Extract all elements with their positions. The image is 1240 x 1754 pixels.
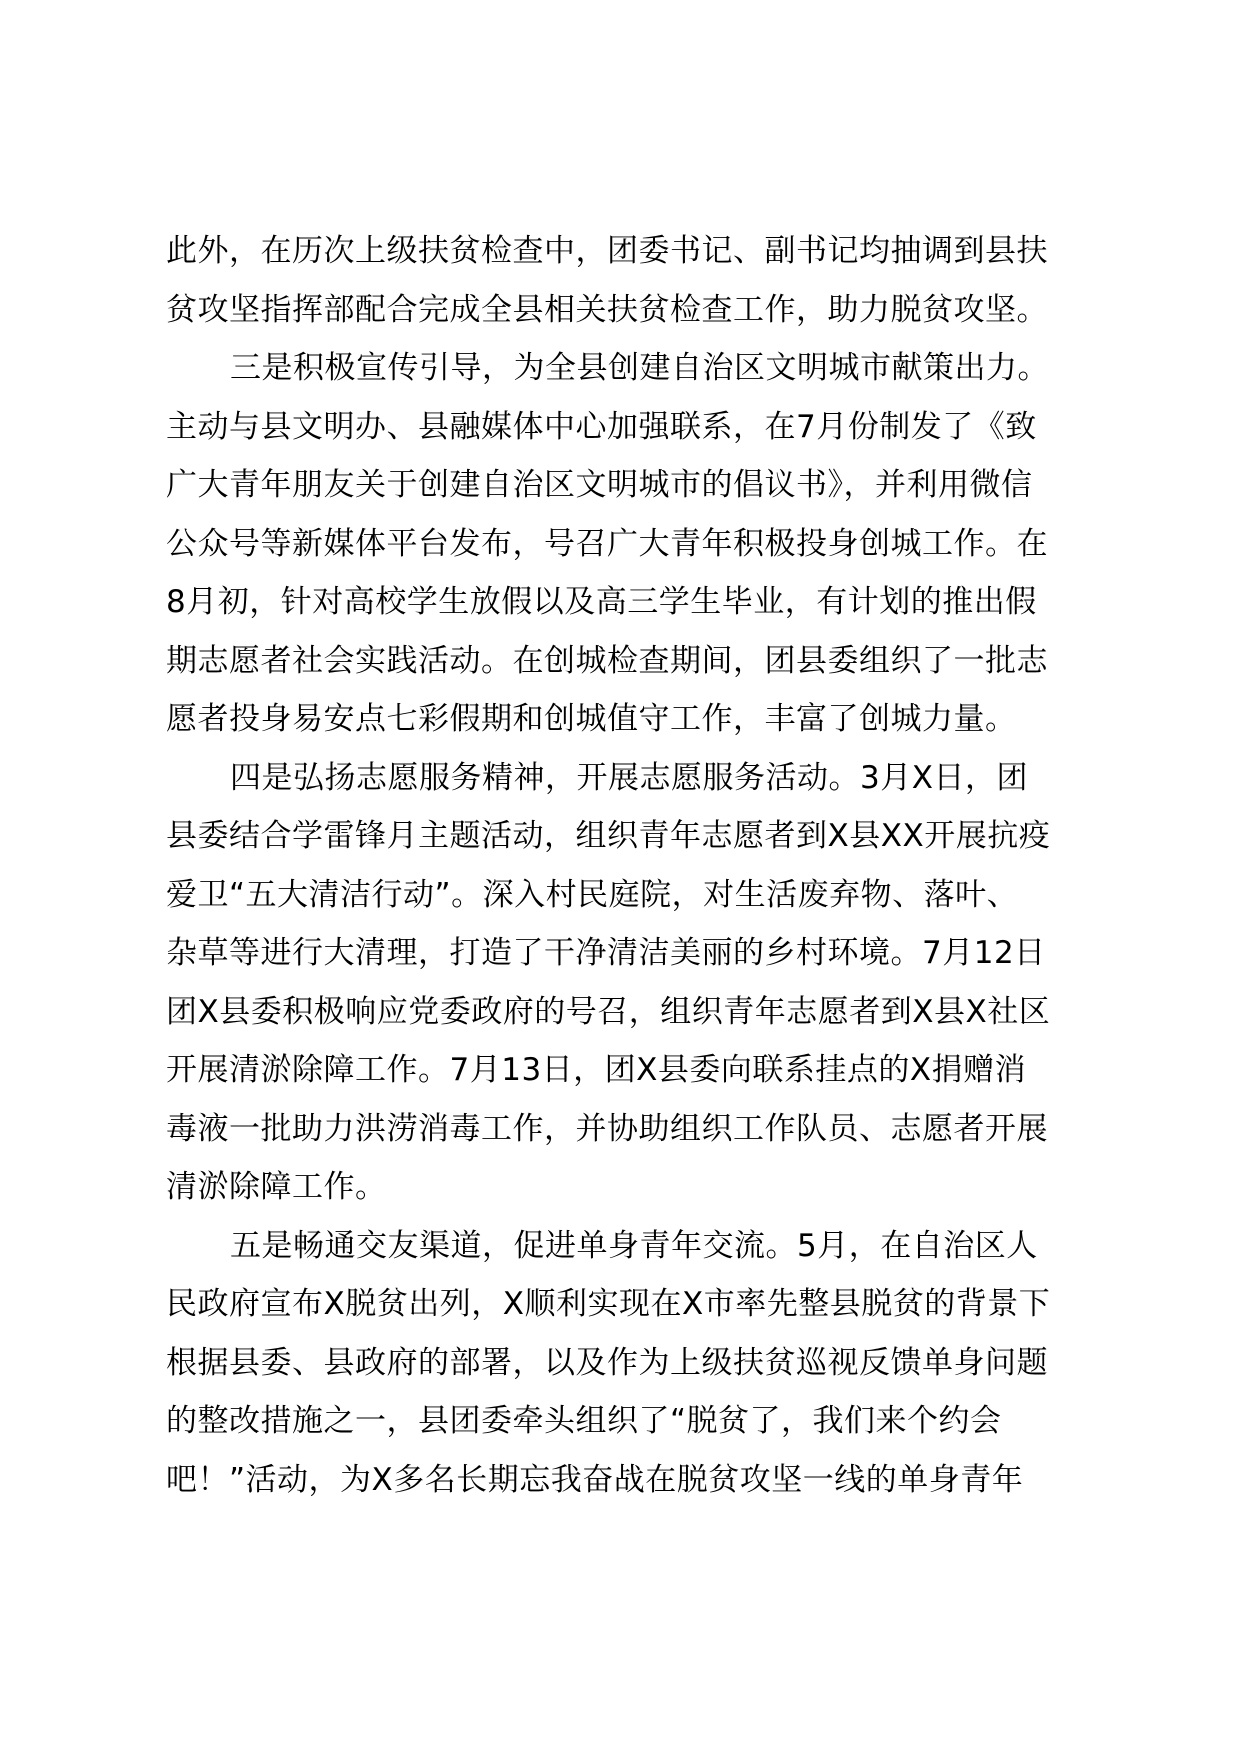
text-line: 此外，在历次上级扶贫检查中，团委书记、副书记均抽调到县扶 [166,233,1048,269]
text-line: 开展清淤除障工作。7月13日，团X县委向联系挂点的X捐赠消 [166,1052,1027,1088]
document-body [166,222,1116,1509]
text-line: 爱卫“五大清洁行动”。深入村民庭院，对生活废弃物、落叶、 [166,876,1019,913]
text-line: 县委结合学雷锋月主题活动，组织青年志愿者到X县XX开展抗疫 [166,818,1051,854]
text-line: 团X县委积极响应党委政府的号召，组织青年志愿者到X县X社区 [166,993,1051,1030]
text-line: 公众号等新媒体平台发布，号召广大青年积极投身创城工作。在 [166,525,1048,562]
text-line: 愿者投身易安点七彩假期和创城值守工作，丰富了创城力量。 [166,701,1017,737]
paragraph-heading-line: 三是积极宣传引导，为全县创建自治区文明城市献策出力。 [230,350,1049,386]
text-line: 贫攻坚指挥部配合完成全县相关扶贫检查工作，助力脱贫攻坚。 [166,291,1048,328]
text-line: 民政府宣布X脱贫出列，X顺利实现在X市率先整县脱贫的背景下 [166,1286,1051,1322]
text-line: 期志愿者社会实践活动。在创城检查期间，团县委组织了一批志 [166,642,1048,679]
text-line: 根据县委、县政府的部署，以及作为上级扶贫巡视反馈单身问题 [166,1344,1048,1381]
paragraph-heading-line: 四是弘扬志愿服务精神，开展志愿服务活动。3月X日，团 [230,759,1028,796]
text-line: 吧！”活动，为X多名长期忘我奋战在脱贫攻坚一线的单身青年 [166,1461,1024,1498]
text-line: 毒液一批助力洪涝消毒工作，并协助组织工作队员、志愿者开展 [166,1110,1048,1147]
paragraph-heading-line: 五是畅通交友渠道，促进单身青年交流。5月，在自治区人 [230,1227,1038,1264]
text-line: 的整改措施之一，县团委牵头组织了“脱贫了，我们来个约会 [166,1403,1002,1439]
text-line: 广大青年朋友关于创建自治区文明城市的倡议书》，并利用微信 [166,467,1033,503]
text-line: 杂草等进行大清理，打造了干净清洁美丽的乡村环境。7月12日 [166,935,1046,971]
text-line: 8月初，针对高校学生放假以及高三学生毕业，有计划的推出假 [166,584,1037,620]
text-line: 主动与县文明办、县融媒体中心加强联系，在7月份制发了《致 [166,408,1037,445]
text-line: 清淤除障工作。 [166,1169,387,1205]
